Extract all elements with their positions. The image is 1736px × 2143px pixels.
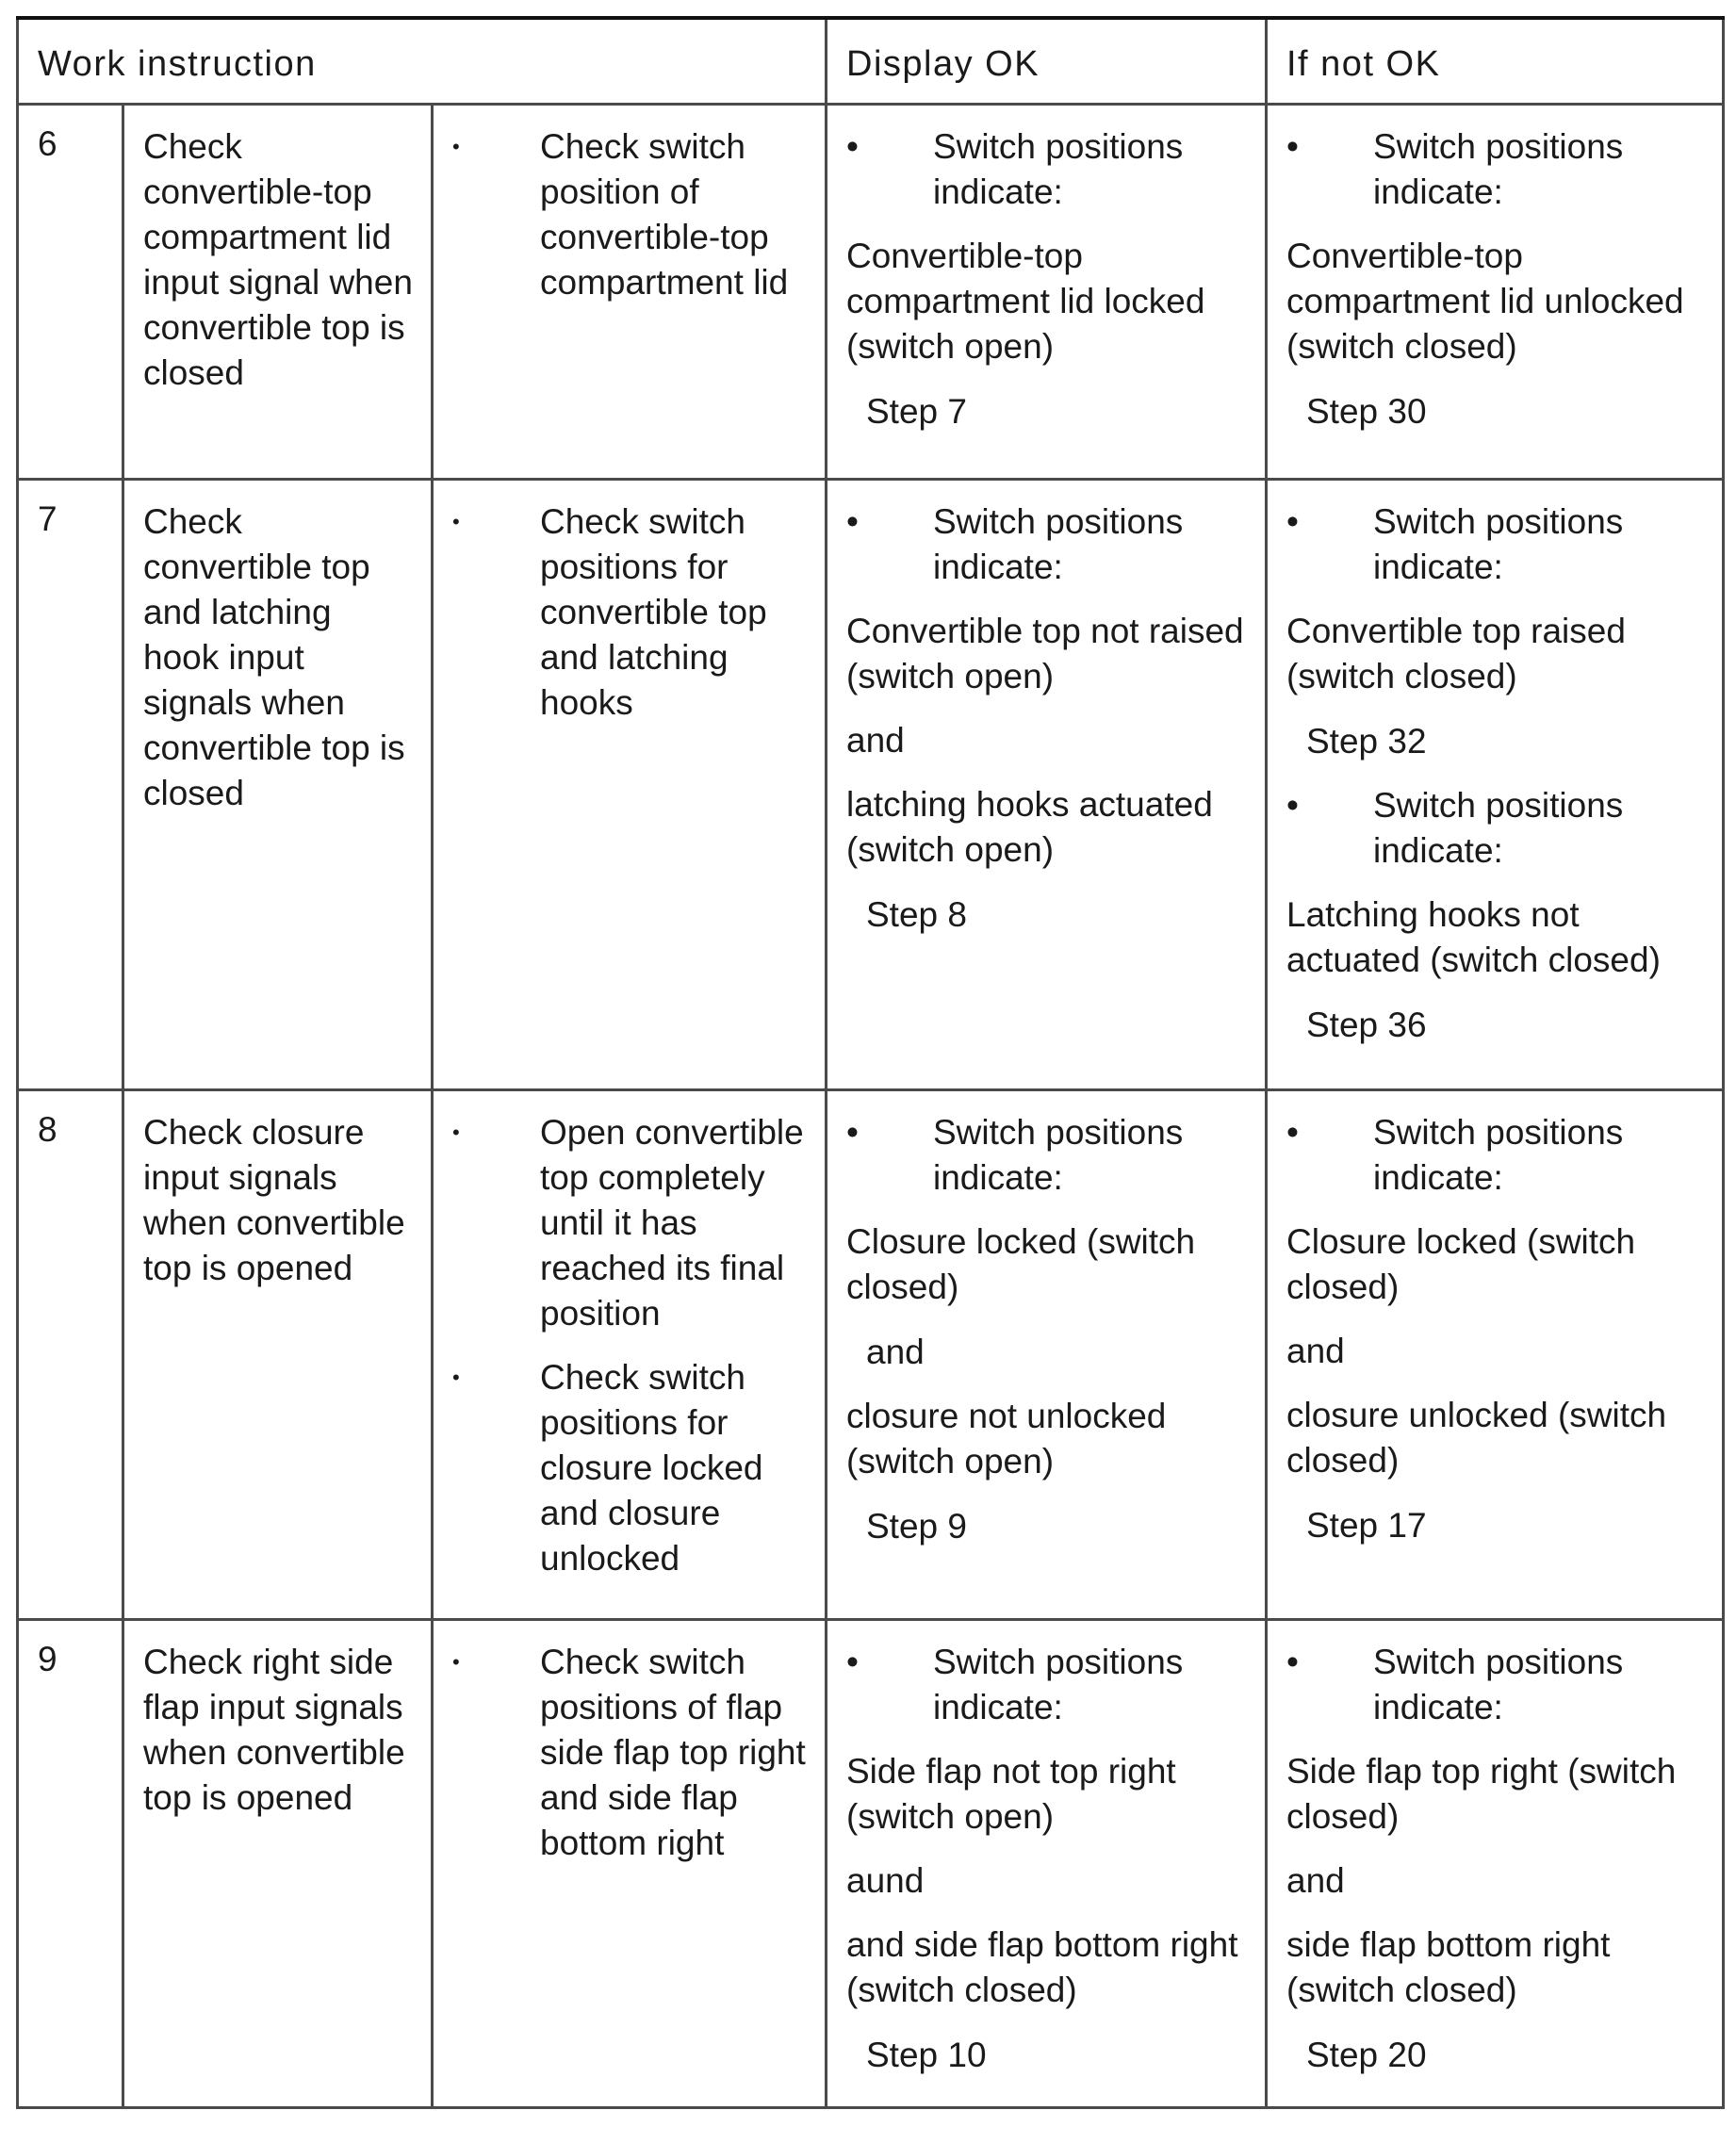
table-row — [18, 480, 1724, 1090]
step-number-cell — [18, 480, 123, 1090]
if-not-ok-cell: • Switch positions indicate: Convertible top raised (switch closed) Step 32 • Switch positions indicate: Latching hooks not actuated (switch closed) Step 36 — [1267, 480, 1724, 1090]
table-row — [18, 105, 1724, 480]
step-number-cell — [18, 105, 123, 480]
next-step: Step 17 — [1306, 1506, 1427, 1545]
display-ok-cell: • Switch positions indicate: Side flap not top right (switch open) aund and side flap bottom right (switch closed) Step 10 — [827, 1620, 1267, 2108]
instruction-item: • Check switch positions for convertible top and latching hooks — [452, 502, 767, 722]
step-number: 7 — [38, 499, 57, 538]
instruction-item: • Check switch positions for closure locked and closure unlocked — [452, 1358, 763, 1578]
header-row — [18, 18, 1724, 105]
step-number: 8 — [38, 1110, 57, 1149]
if-not-ok-cell: • Switch positions indicate: Convertible-top compartment lid unlocked (switch closed) Step 30 — [1267, 105, 1724, 480]
step-title-cell — [123, 1620, 433, 2108]
display-ok-cell: • Switch positions indicate: Closure locked (switch closed) and closure not unlocked (switch open) Step 9 — [827, 1090, 1267, 1620]
instructions-cell — [433, 480, 827, 1090]
display-ok-cell: • Switch positions indicate: Convertible-top compartment lid locked (switch open) Step 7 — [827, 105, 1267, 480]
step-title: Check convertible top and latching hook input signals when convertible top is closed — [143, 502, 405, 812]
step-number: 9 — [38, 1640, 57, 1678]
table-row — [18, 1090, 1724, 1620]
instructions-cell — [433, 1620, 827, 2108]
header-if-not-ok: If not OK — [1267, 18, 1724, 105]
instruction-item: • Check switch positions of flap side flap top right and side flap bottom right — [452, 1643, 806, 1862]
header-display-ok: Display OK — [827, 18, 1267, 105]
next-step: Step 9 — [866, 1507, 967, 1546]
instructions-cell — [433, 105, 827, 480]
work-instruction-table — [16, 16, 1725, 2109]
step-title: Check right side flap input signals when convertible top is opened — [143, 1643, 405, 1817]
step-title-cell — [123, 105, 433, 480]
next-step: Step 36 — [1306, 1006, 1427, 1044]
step-title-cell — [123, 1090, 433, 1620]
step-number-cell — [18, 1090, 123, 1620]
step-number: 6 — [38, 124, 57, 163]
instruction-item: • Check switch position of convertible-top compartment lid — [452, 127, 789, 302]
next-step: Step 20 — [1306, 2036, 1427, 2074]
next-step: Step 10 — [866, 2036, 987, 2074]
instructions-cell — [433, 1090, 827, 1620]
next-step: Step 30 — [1306, 392, 1427, 431]
next-step: Step 8 — [866, 895, 967, 934]
display-ok-cell: • Switch positions indicate: Convertible top not raised (switch open) and latching hooks actuated (switch open) Step 8 — [827, 480, 1267, 1090]
header-work-instruction: Work instruction — [18, 18, 827, 105]
step-title: Check convertible-top compartment lid input signal when convertible top is closed — [143, 127, 413, 392]
if-not-ok-cell: • Switch positions indicate: Side flap top right (switch closed) and side flap bottom right (switch closed) Step 20 — [1267, 1620, 1724, 2108]
step-title: Check closure input signals when convertible top is opened — [143, 1113, 405, 1287]
if-not-ok-cell: • Switch positions indicate: Closure locked (switch closed) and closure unlocked (switch closed) Step 17 — [1267, 1090, 1724, 1620]
next-step: Step 32 — [1306, 722, 1427, 761]
step-number-cell — [18, 1620, 123, 2108]
step-title-cell — [123, 480, 433, 1090]
next-step: Step 7 — [866, 392, 967, 431]
table-row — [18, 1620, 1724, 2108]
instruction-item: • Open convertible top completely until it has reached its final position — [452, 1113, 804, 1333]
